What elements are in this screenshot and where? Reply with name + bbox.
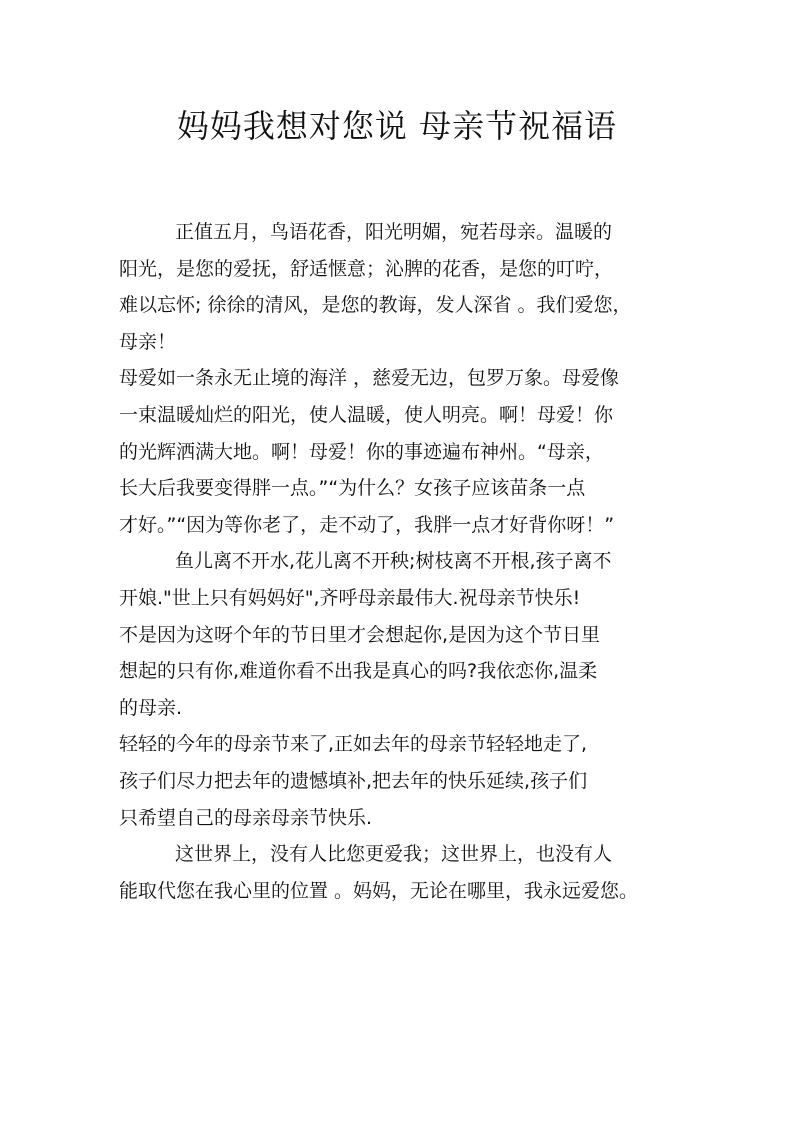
text-line: 一束温暖灿烂的阳光，使人温暖，使人明亮。啊！母爱！你 xyxy=(119,403,614,426)
text-line: 的母亲. xyxy=(119,696,183,719)
text-line: 这世界上，没有人比您更爱我；这世界上，也没有人 xyxy=(175,843,613,866)
text-line: 不是因为这呀个年的节日里才会想起你,是因为这个节日里 xyxy=(119,623,601,646)
text-line: 正值五月，鸟语花香，阳光明媚，宛若母亲。温暖的 xyxy=(175,221,613,243)
text-line: 想起的只有你,难道你看不出我是真心的吗?我依恋你,温柔 xyxy=(119,660,598,683)
text-line: 难以忘怀; 徐徐的清风，是您的教诲，发人深省 。我们爱您， xyxy=(119,294,632,317)
document-body xyxy=(119,214,679,909)
text-line: 鱼儿离不开水,花儿离不开秧;树枝离不开根,孩子离不 xyxy=(175,550,612,573)
text-line: 轻轻的今年的母亲节来了,正如去年的母亲节轻轻地走了, xyxy=(119,733,588,756)
text-line: 只希望自己的母亲母亲节快乐. xyxy=(119,806,373,829)
document-title: 妈妈我想对您说 母亲节祝福语 xyxy=(176,107,618,145)
text-line: 母亲！ xyxy=(119,330,177,353)
text-line: 孩子们尽力把去年的遗憾填补,把去年的快乐延续,孩子们 xyxy=(119,769,588,792)
text-line: 才好。”“因为等你老了，走不动了，我胖一点才好背你呀！” xyxy=(119,513,615,536)
text-line: 母爱如一条永无止境的海洋 ，慈爱无边，包罗万象。母爱像 xyxy=(119,367,620,390)
text-line: 阳光，是您的爱抚，舒适惬意；沁脾的花香，是您的叮咛， xyxy=(119,257,614,280)
text-line: 长大后我要变得胖一点。”“为什么？女孩子应该苗条一点 xyxy=(119,477,586,500)
text-line: 的光辉洒满大地。啊！母爱！你的事迹遍布神州。“母亲， xyxy=(119,440,604,463)
text-line: 开娘."世上只有妈妈好",齐呼母亲最伟大.祝母亲节快乐! xyxy=(119,586,581,609)
text-line: 能取代您在我心里的位置 。妈妈，无论在哪里，我永远爱您。 xyxy=(119,879,639,902)
